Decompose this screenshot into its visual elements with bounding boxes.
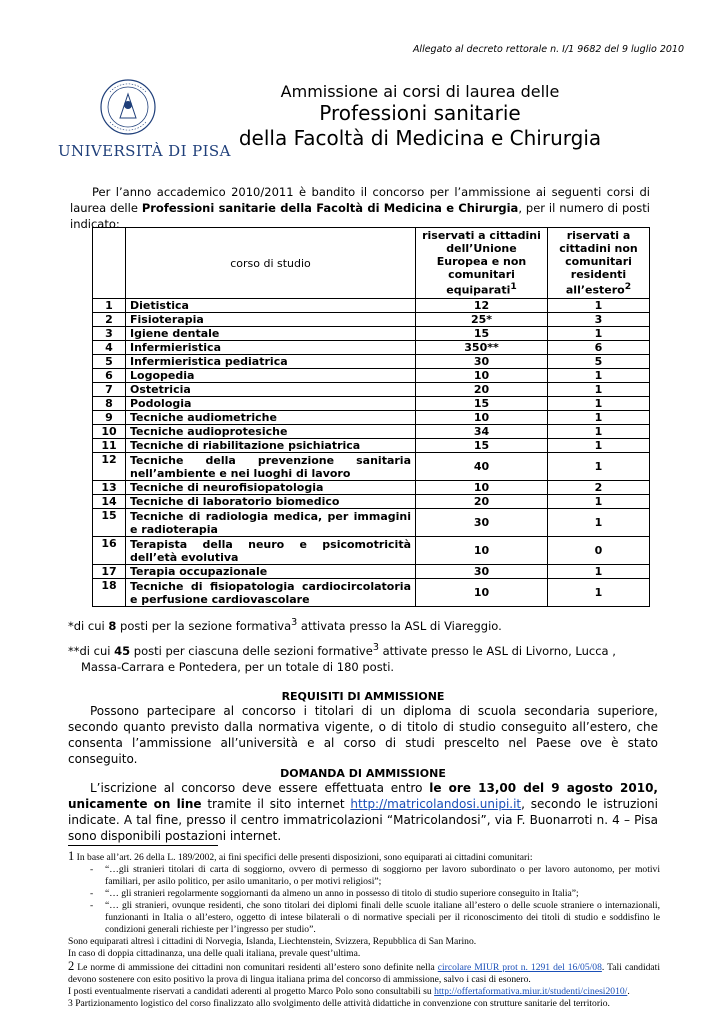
row-seats-nc: 1 (548, 369, 650, 383)
row-seats-nc: 1 (548, 453, 650, 481)
table-row (93, 355, 650, 369)
row-course-name: Tecniche di riabilitazione psichiatrica (126, 439, 416, 453)
table-row (93, 495, 650, 509)
row-seats-ue: 30 (416, 565, 548, 579)
domanda-text-b: tramite il sito internet (201, 797, 351, 811)
domanda-title: DOMANDA DI AMMISSIONE (280, 767, 446, 780)
row-seats-nc: 1 (548, 579, 650, 607)
row-seats-nc: 5 (548, 355, 650, 369)
row-seats-nc: 0 (548, 537, 650, 565)
table-row (93, 299, 650, 313)
fn2-num: 2 (68, 959, 75, 973)
row-course-name: Tecniche di radiologia medica, per immagini e radioterapia (126, 509, 416, 537)
decree-reference: Allegato al decreto rettorale n. I/1 9682 del 9 luglio 2010 (412, 44, 684, 55)
university-logo (58, 78, 231, 160)
table-row (93, 397, 650, 411)
table-row (93, 439, 650, 453)
row-seats-ue: 12 (416, 299, 548, 313)
row-number: 18 (93, 579, 126, 607)
row-seats-ue: 10 (416, 579, 548, 607)
row-seats-ue: 40 (416, 453, 548, 481)
courses-table (92, 227, 650, 607)
footnote-1-item (68, 864, 660, 888)
row-course-name: Terapia occupazionale (126, 565, 416, 579)
table-row (93, 327, 650, 341)
note1-d: attivata presso la ASL di Viareggio. (297, 618, 502, 633)
row-number: 16 (93, 537, 126, 565)
row-course-name: Tecniche di neurofisiopatologia (126, 481, 416, 495)
intro-text-b: , per il numero di posti indicato: (70, 201, 650, 231)
row-course-name: Podologia (126, 397, 416, 411)
title-line-3: della Facoltà di Medicina e Chirurgia (238, 126, 602, 150)
row-number: 4 (93, 341, 126, 355)
row-seats-ue: 10 (416, 411, 548, 425)
table-row (93, 411, 650, 425)
note2-d: attivate presso le ASL di Livorno, Lucca , Massa-Carrara e Pontedera, per un totale di 180 posti. (81, 643, 616, 674)
header-nc-sup: 2 (624, 281, 632, 293)
university-name: UNIVERSITÀ DI PISA (58, 142, 231, 160)
row-course-name: Logopedia (126, 369, 416, 383)
row-number: 17 (93, 565, 126, 579)
note2-a: **di cui (68, 643, 115, 658)
row-seats-nc: 3 (548, 313, 650, 327)
bullet-dash: - (90, 864, 94, 875)
row-seats-nc: 1 (548, 397, 650, 411)
row-seats-ue: 10 (416, 537, 548, 565)
row-seats-ue: 20 (416, 383, 548, 397)
row-seats-ue: 25* (416, 313, 548, 327)
note2-b: 45 (114, 643, 131, 658)
table-row (93, 481, 650, 495)
row-seats-ue: 350** (416, 341, 548, 355)
bullet-dash: - (90, 888, 94, 899)
table-row (93, 579, 650, 607)
row-seats-nc: 1 (548, 425, 650, 439)
marco-polo-link[interactable]: http://offertaformativa.miur.it/studenti/cinesi2010/ (434, 986, 628, 997)
note2-sup: 3 (372, 641, 379, 653)
row-number: 9 (93, 411, 126, 425)
row-course-name: Tecniche di fisiopatologia cardiocircolatoria e perfusione cardiovascolare (126, 579, 416, 607)
footnote-1 (68, 850, 660, 864)
row-course-name: Dietistica (126, 299, 416, 313)
row-number: 2 (93, 313, 126, 327)
table-row (93, 341, 650, 355)
fn1-item-1: “…gli stranieri titolari di carta di soggiorno, ovvero di permesso di soggiorno per lavoro subordinato o per lavoro autonomo, per motivi familiari, per asilo politico, per asilo umanitario, o per motivi religiosi”; (105, 864, 660, 887)
row-course-name: Fisioterapia (126, 313, 416, 327)
row-seats-nc: 6 (548, 341, 650, 355)
row-seats-ue: 20 (416, 495, 548, 509)
row-course-name: Tecniche della prevenzione sanitaria nell’ambiente e nei luoghi di lavoro (126, 453, 416, 481)
row-course-name: Terapista della neuro e psicomotricità dell’età evolutiva (126, 537, 416, 565)
intro-paragraph (70, 184, 650, 232)
circolare-miur-link[interactable]: circolare MIUR prot n. 1291 del 16/05/08 (437, 962, 602, 973)
row-seats-ue: 15 (416, 397, 548, 411)
table-row (93, 537, 650, 565)
document-title (200, 82, 640, 151)
row-course-name: Infermieristica (126, 341, 416, 355)
domanda-text-c: , secondo le istruzioni indicate. A tal fine, presso il centro immatricolazioni “Matricolandosi”, via F. Buonarroti n. 4 – Pisa sono disponibili postazioni internet. (68, 797, 658, 843)
fn2-text-d: . (627, 986, 630, 997)
row-seats-nc: 1 (548, 439, 650, 453)
requisiti-title: REQUISITI DI AMMISSIONE (281, 690, 445, 703)
note1-c: posti per la sezione formativa (116, 618, 292, 633)
footnotes (68, 850, 660, 1010)
row-seats-nc: 1 (548, 299, 650, 313)
domanda-bold: le ore 13,00 del 9 agosto 2010, unicamente on line (68, 781, 658, 811)
row-seats-ue: 30 (416, 509, 548, 537)
note1-a: *di cui (68, 618, 109, 633)
table-row (93, 313, 650, 327)
intro-text-a: Per l’anno accademico 2010/2011 è bandito il concorso per l’ammissione ai seguenti corsi di laurea delle (70, 185, 650, 215)
fn1-num: 1 (68, 849, 75, 863)
matricolandosi-link[interactable]: http://matricolandosi.unipi.it (350, 797, 522, 811)
fn2-text-b: . Tali candidati devono sostenere con esito positivo la prova di lingua italiana prima del concorso di ammissione, salvo i casi di esonero. (68, 962, 661, 985)
row-seats-nc: 1 (548, 509, 650, 537)
footnote-1-item (68, 888, 660, 900)
fn1-extra-1: Sono equiparati altresì i cittadini di Norvegia, Islanda, Liechtenstein, Svizzera, Repubblica di San Marino. (68, 936, 477, 947)
row-course-name: Infermieristica pediatrica (126, 355, 416, 369)
row-seats-ue: 10 (416, 481, 548, 495)
note1-b: 8 (108, 618, 117, 633)
requisiti-section (68, 690, 658, 767)
header-ue-label: riservati a cittadini dell’Unione Europea e non comunitari equiparati (422, 229, 541, 297)
seal-icon (98, 78, 158, 136)
fn1-text: In base all’art. 26 della L. 189/2002, ai fini specifici delle presenti disposizioni, sono equiparati ai cittadini comunitari: (74, 852, 533, 863)
table-row (93, 565, 650, 579)
fn1-extra-2: In caso di doppia cittadinanza, una delle quali italiana, prevale quest’ultima. (68, 948, 361, 959)
domanda-section (68, 767, 658, 844)
row-number: 10 (93, 425, 126, 439)
row-number: 14 (93, 495, 126, 509)
fn1-item-2: “… gli stranieri regolarmente soggiornanti da almeno un anno in possesso di titolo di studio superiore conseguito in Italia”; (105, 888, 579, 899)
requisiti-text: Possono partecipare al concorso i titolari di un diploma di scuola secondaria superiore, secondo quanto previsto dalla normativa vigente, o di titolo di studio conseguito all’estero, che consenta l’ammissione all’università e al corso di studi prescelto nel Paese ove è stato conseguito. (68, 704, 658, 766)
note-double-star (68, 640, 658, 675)
row-course-name: Tecniche di laboratorio biomedico (126, 495, 416, 509)
row-seats-nc: 1 (548, 327, 650, 341)
table-row (93, 383, 650, 397)
footnote-separator (68, 845, 218, 846)
table-row (93, 453, 650, 481)
title-line-2: Professioni sanitarie (319, 101, 521, 125)
row-number: 12 (93, 453, 126, 481)
row-seats-ue: 34 (416, 425, 548, 439)
row-number: 6 (93, 369, 126, 383)
fn2-text-a: Le norme di ammissione dei cittadini non comunitari residenti all’estero sono definite nella (74, 962, 438, 973)
bullet-dash: - (90, 900, 94, 911)
footnote-2 (68, 960, 660, 986)
header-nc-label: riservati a cittadini non comunitari residenti all’estero (559, 229, 638, 297)
row-number: 3 (93, 327, 126, 341)
header-corso: corso di studio (126, 228, 416, 299)
title-line-1: Ammissione ai corsi di laurea delle (280, 82, 560, 101)
note-single-star (68, 615, 658, 634)
fn1-item-3: “… gli stranieri, ovunque residenti, che sono titolari dei diplomi finali delle scuole italiane all’estero o delle scuole straniere o internazionali, funzionanti in Italia o all’estero, oggetto di intese bilaterali o di normative speciali per il riconoscimento dei titoli di studio e soddisfino le condizioni generali richieste per l’ingresso per studio”. (105, 900, 660, 935)
domanda-text-a: L’iscrizione al concorso deve essere effettuata entro (90, 781, 430, 795)
table-row (93, 369, 650, 383)
row-number: 11 (93, 439, 126, 453)
row-number: 7 (93, 383, 126, 397)
footnote-1-item (68, 900, 660, 936)
domanda-text (68, 780, 658, 844)
row-seats-nc: 2 (548, 481, 650, 495)
row-course-name: Tecniche audioprotesiche (126, 425, 416, 439)
row-number: 15 (93, 509, 126, 537)
row-seats-nc: 1 (548, 411, 650, 425)
row-number: 13 (93, 481, 126, 495)
row-seats-ue: 15 (416, 439, 548, 453)
header-num (93, 228, 126, 299)
header-ue (416, 228, 548, 299)
row-number: 8 (93, 397, 126, 411)
row-seats-ue: 10 (416, 369, 548, 383)
table-notes (68, 615, 658, 675)
intro-bold: Professioni sanitarie della Facoltà di Medicina e Chirurgia (141, 201, 519, 215)
row-seats-ue: 15 (416, 327, 548, 341)
row-course-name: Ostetricia (126, 383, 416, 397)
header-nc (548, 228, 650, 299)
footnote-3: 3 Partizionamento logistico del corso finalizzato allo svolgimento delle attività didattiche in convenzione con strutture sanitarie del territorio. (68, 998, 610, 1009)
note2-c: posti per ciascuna delle sezioni formative (130, 643, 373, 658)
row-seats-nc: 1 (548, 565, 650, 579)
row-course-name: Tecniche audiometriche (126, 411, 416, 425)
table-header-row (93, 228, 650, 299)
row-seats-nc: 1 (548, 383, 650, 397)
row-course-name: Igiene dentale (126, 327, 416, 341)
header-ue-sup: 1 (510, 281, 517, 293)
fn2-text-c: I posti eventualmente riservati a candidati aderenti al progetto Marco Polo sono consultabili su (68, 986, 435, 997)
row-seats-ue: 30 (416, 355, 548, 369)
row-number: 5 (93, 355, 126, 369)
row-number: 1 (93, 299, 126, 313)
table-row (93, 425, 650, 439)
row-seats-nc: 1 (548, 495, 650, 509)
footnote-2-cont (68, 986, 660, 998)
table-row (93, 509, 650, 537)
note1-sup: 3 (291, 617, 298, 628)
